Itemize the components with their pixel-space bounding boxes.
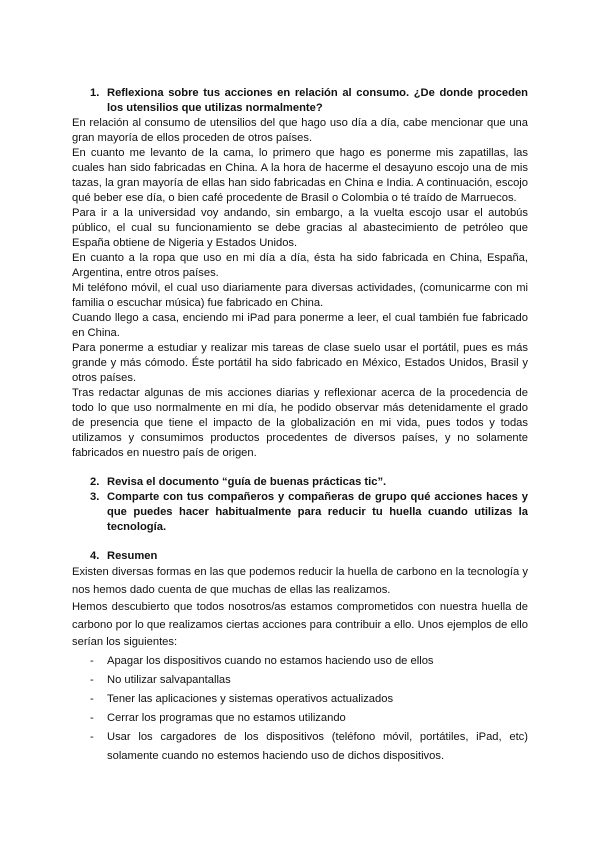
list-item-text: Tener las aplicaciones y sistemas operativos actualizados bbox=[107, 692, 394, 705]
bullet-dash: - bbox=[90, 673, 94, 686]
question-1-number: 1. bbox=[90, 87, 100, 99]
answer-paragraph: En cuanto a la ropa que uso en mi día a día, ésta ha sido fabricada en China, España, Argentina, entre otros países. bbox=[72, 252, 528, 279]
answer-paragraph: En cuanto me levanto de la cama, lo primero que hago es ponerme mis zapatillas, las cuales han sido fabricadas en China. A la hora de hacerme el desayuno escojo una de mis tazas, la gran mayoría de ellas han sido fabricadas en China e India. A continuación, escojo qué beber ese día, o bien café procedente de Brasil o Colombia o té traído de Marruecos. bbox=[72, 147, 528, 204]
bullet-dash: - bbox=[90, 730, 94, 743]
list-item bbox=[72, 728, 528, 766]
answer-paragraph: Cuando llego a casa, enciendo mi iPad para ponerme a leer, el cual también fue fabricado en China. bbox=[72, 312, 528, 339]
question-2-number: 2. bbox=[90, 476, 100, 488]
question-3-title: Comparte con tus compañeros y compañeras de grupo qué acciones haces y que puedes hacer habitualmente para reducir tu huella cuando utilizas la tecnología. bbox=[107, 491, 528, 533]
answer-paragraph: Mi teléfono móvil, el cual uso diariamente para diversas actividades, (comunicarme con mi familia o escuchar música) fue fabricado en China. bbox=[72, 282, 528, 309]
summary-paragraph: Hemos descubierto que todos nosotros/as estamos comprometidos con nuestra huella de carbono por lo que realizamos ciertas acciones para contribuir a ello. Unos ejemplos de ello serían los siguientes: bbox=[72, 601, 528, 648]
question-2-title: Revisa el documento “guía de buenas prácticas tic”. bbox=[107, 476, 387, 488]
list-item bbox=[72, 690, 528, 709]
answer-paragraph: Para ir a la universidad voy andando, sin embargo, a la vuelta escojo usar el autobús público, el cual su funcionamiento se debe gracias al abastecimiento de petróleo que España obtiene de Nigeria y Estados Unidos. bbox=[72, 207, 528, 249]
answer-paragraph: Para ponerme a estudiar y realizar mis tareas de clase suelo usar el portátil, pues es más grande y más cómodo. Éste portátil ha sido fabricado en México, Estados Unidos, Brasil y otros países. bbox=[72, 342, 528, 384]
answer-paragraph: Tras redactar algunas de mis acciones diarias y reflexionar acerca de la procedencia de todo lo que uso normalmente en mi día, he podido observar más detenidamente el grado de presencia que tiene el impacto de la globalización en mi vida, pues todos y todas utilizamos y consumimos productos procedentes de diversos países, y no solamente fabricados en nuestro país de origen. bbox=[72, 387, 528, 459]
list-item-text: Apagar los dispositivos cuando no estamos haciendo uso de ellos bbox=[107, 654, 434, 667]
question-1-title: Reflexiona sobre tus acciones en relación al consumo. ¿De donde proceden los utensilios que utilizas normalmente? bbox=[107, 87, 528, 114]
list-item bbox=[72, 652, 528, 671]
question-2-heading bbox=[72, 475, 528, 490]
question-4-number: 4. bbox=[90, 550, 100, 562]
answer-paragraph: En relación al consumo de utensilios del que hago uso día a día, cabe mencionar que una gran mayoría de ellos proceden de otros países. bbox=[72, 117, 528, 144]
question-1-heading bbox=[72, 86, 528, 116]
list-item bbox=[72, 709, 528, 728]
list-item bbox=[72, 671, 528, 690]
question-4-title: Resumen bbox=[107, 550, 158, 562]
bullet-dash: - bbox=[90, 654, 94, 667]
list-item-text: Usar los cargadores de los dispositivos (teléfono móvil, portátiles, iPad, etc) solamente cuando no estemos haciendo uso de dichos dispositivos. bbox=[107, 730, 528, 762]
document-content bbox=[72, 86, 528, 766]
list-item-text: No utilizar salvapantallas bbox=[107, 673, 231, 686]
section-gap bbox=[72, 535, 528, 549]
bullet-dash: - bbox=[90, 692, 94, 705]
section-gap bbox=[72, 461, 528, 475]
question-3-number: 3. bbox=[90, 491, 100, 503]
question-3-heading bbox=[72, 490, 528, 535]
list-item-text: Cerrar los programas que no estamos utilizando bbox=[107, 711, 346, 724]
bullet-dash: - bbox=[90, 711, 94, 724]
question-4-heading bbox=[72, 549, 528, 564]
examples-list bbox=[72, 652, 528, 766]
summary-paragraph: Existen diversas formas en las que podemos reducir la huella de carbono en la tecnología y nos hemos dado cuenta de que muchas de ellas las realizamos. bbox=[72, 566, 528, 596]
